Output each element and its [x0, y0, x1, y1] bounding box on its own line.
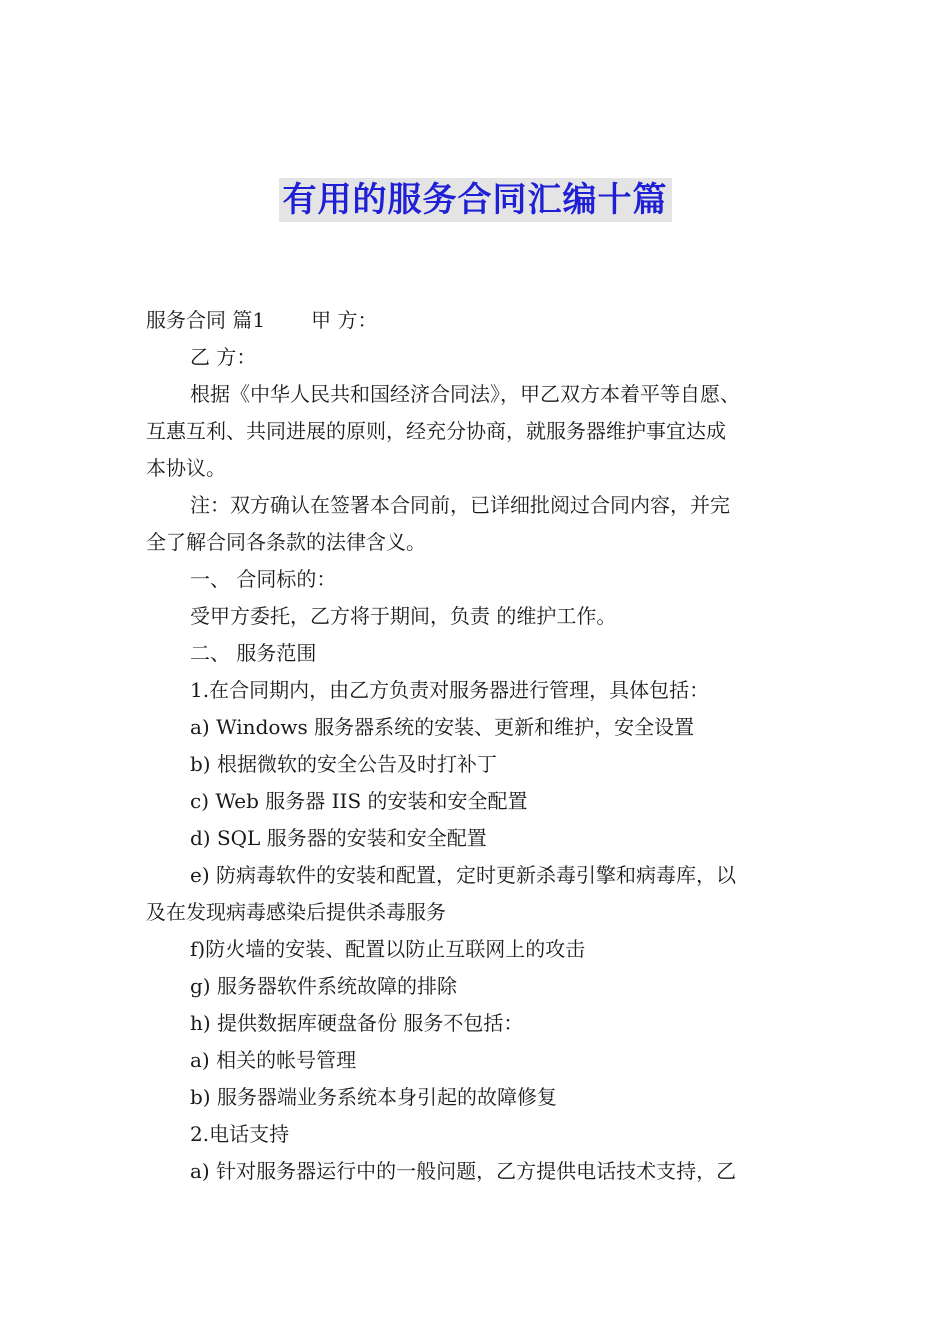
list-item: e) 防病毒软件的安装和配置，定时更新杀毒引擎和病毒库，以: [190, 863, 736, 887]
list-item: b) 根据微软的安全公告及时打补丁: [190, 752, 497, 776]
list-item: 1.在合同期内，由乙方负责对服务器进行管理，具体包括：: [190, 678, 710, 702]
list-item: a) 相关的帐号管理: [190, 1048, 357, 1072]
list-item: 2.电话支持: [190, 1122, 290, 1146]
party-b-label: 乙 方：: [190, 345, 257, 369]
list-item: c) Web 服务器 IIS 的安装和安全配置: [190, 789, 528, 813]
body-line: 互惠互利、共同进展的原则，经充分协商，就服务器维护事宜达成: [146, 419, 726, 443]
clause-heading: 二、 服务范围: [190, 641, 317, 665]
document-title: 有用的服务合同汇编十篇: [279, 178, 672, 222]
list-item-continuation: 及在发现病毒感染后提供杀毒服务: [146, 900, 446, 924]
list-item: b) 服务器端业务系统本身引起的故障修复: [190, 1085, 557, 1109]
body-line: 本协议。: [146, 456, 226, 480]
body-line: 全了解合同各条款的法律含义。: [146, 530, 426, 554]
list-item: f)防火墙的安装、配置以防止互联网上的攻击: [190, 937, 586, 961]
body-line: 注：双方确认在签署本合同前，已详细批阅过合同内容，并完: [190, 493, 730, 517]
clause-heading: 一、 合同标的：: [190, 567, 337, 591]
list-item: a) Windows 服务器系统的安装、更新和维护，安全设置: [190, 715, 695, 739]
list-item: h) 提供数据库硬盘备份 服务不包括：: [190, 1011, 524, 1035]
section-heading-line: [146, 302, 816, 339]
list-item: a) 针对服务器运行中的一般问题，乙方提供电话技术支持，乙: [190, 1159, 737, 1183]
body-line: 受甲方委托，乙方将于期间，负责 的维护工作。: [190, 604, 617, 628]
list-item: g) 服务器软件系统故障的排除: [190, 974, 457, 998]
party-a-label: 甲 方：: [311, 308, 378, 332]
document-body: [146, 302, 816, 1190]
section-heading: 服务合同 篇1: [146, 308, 266, 332]
body-line: 根据《中华人民共和国经济合同法》，甲乙双方本着平等自愿、: [190, 382, 740, 406]
list-item: d) SQL 服务器的安装和安全配置: [190, 826, 487, 850]
title-container: [0, 178, 950, 222]
